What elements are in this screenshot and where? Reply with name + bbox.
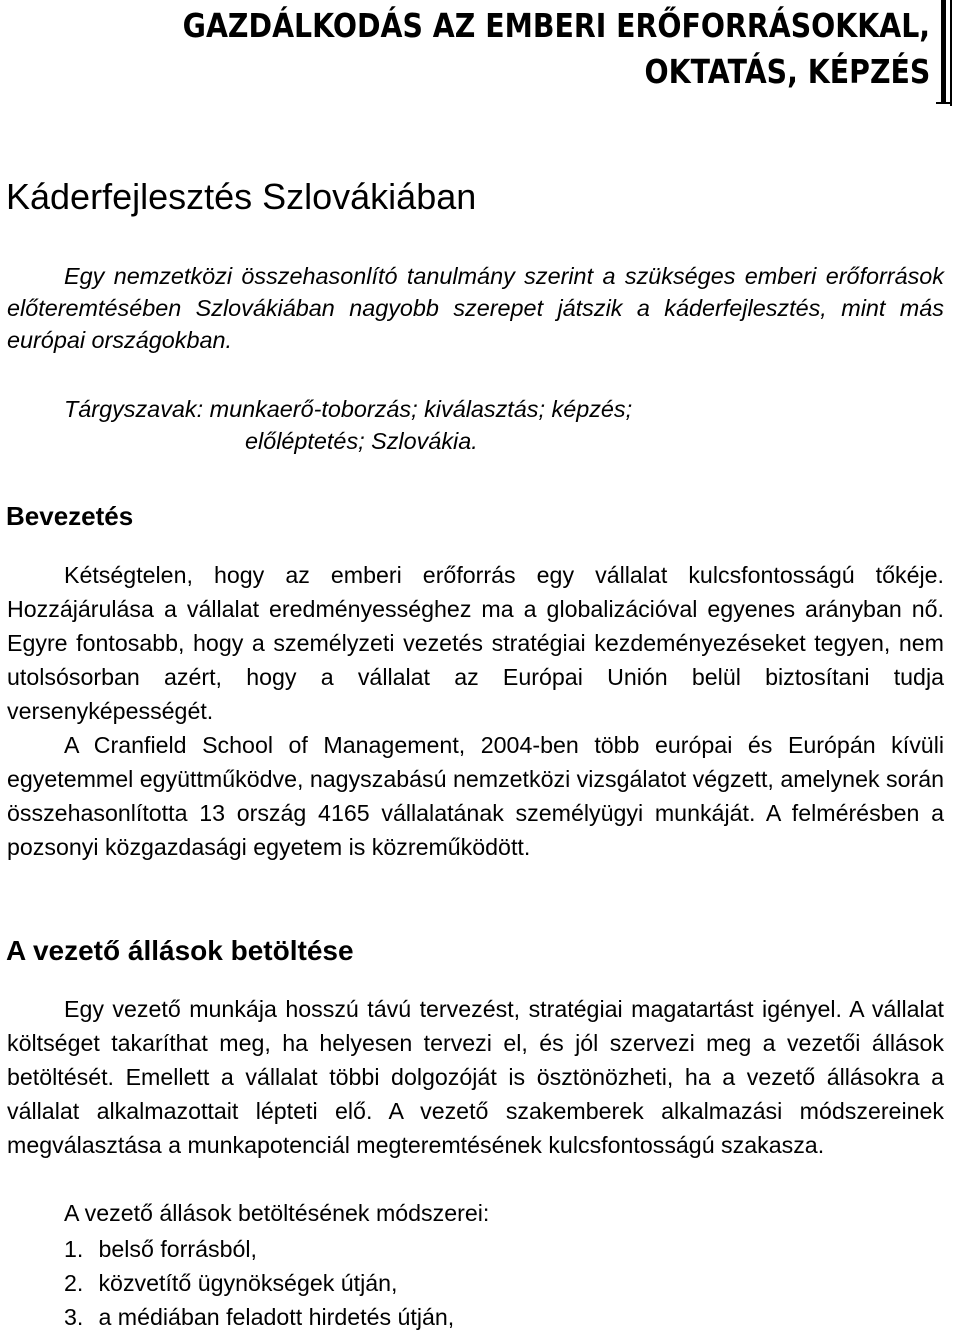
- list-item-text: közvetítő ügynökségek útján,: [98, 1270, 398, 1296]
- positions-heading: A vezető állások betöltése: [6, 935, 354, 966]
- header-rule-thin: [950, 0, 952, 106]
- article-title: Káderfejlesztés Szlovákiában: [6, 176, 477, 217]
- keywords-line1: [64, 393, 944, 425]
- intro-paragraph-2: A Cranfield School of Management, 2004-ben több európai és Európán kívüli egyetemmel együttműködve, nagyszabású nemzetközi vizsgálatot végzett, amelynek során összehasonlította 13 ország 4165 vállalatának személyügyi munkáját. A felmérésben a pozsonyi közgazdasági egyetem is közreműködött.: [7, 732, 944, 860]
- list-item: [64, 1266, 454, 1300]
- intro-heading: Bevezetés: [6, 501, 134, 531]
- list-item-text: belső forrásból,: [98, 1236, 257, 1262]
- section-title-line2: OKTATÁS, KÉPZÉS: [644, 52, 930, 91]
- list-item-number: 3.: [64, 1304, 84, 1330]
- positions-paragraph-1: Egy vezető munkája hosszú távú tervezést, stratégiai magatartást igényel. A vállalat költséget takaríthat meg, ha helyesen tervezi el, és jól szervezi meg a vezetői állások betöltését. Emellett a vállalat többi dolgozóját is ösztönözheti, ha a vezető állásokra a vállalat alkalmazottait lépteti elő. A vezető szakemberek alkalmazási módszereinek megválasztása a munkapotenciál megteremtésének kulcsfontosságú szakasza.: [7, 996, 944, 1158]
- list-item-number: 2.: [64, 1270, 84, 1296]
- keywords-label: Tárgyszavak:: [64, 396, 204, 422]
- keywords-text-2: előléptetés; Szlovákia.: [245, 428, 478, 454]
- keywords-text-1: munkaerő-toborzás; kiválasztás; képzés;: [209, 396, 633, 422]
- abstract: Egy nemzetközi összehasonlító tanulmány szerint a szükséges emberi erőforrások előteremtésében Szlovákiában nagyobb szerepet játszik a káderfejlesztés, mint más európai országokban.: [7, 263, 944, 353]
- list-item: [64, 1232, 454, 1266]
- section-title-line1: GAZDÁLKODÁS AZ EMBERI ERŐFORRÁSOKKAL,: [182, 6, 930, 45]
- keywords: [64, 393, 944, 457]
- intro-paragraph-1: Kétségtelen, hogy az emberi erőforrás egy vállalat kulcsfontosságú tőkéje. Hozzájárulása a vállalat eredményességhez ma a globalizációval egyenes arányban nő. Egyre fontosabb, hogy a személyzeti vezetés stratégiai kezdeményezéseket tegyen, nem utolsósorban azért, hogy a vállalat az Európai Unión belül biztosítani tudja versenyképességét.: [7, 562, 944, 724]
- positions-paragraph-2: A vezető állások betöltésének módszerei:: [64, 1200, 490, 1226]
- section-header: [0, 0, 960, 110]
- header-rule-bottom: [936, 102, 952, 104]
- methods-list: [64, 1232, 454, 1334]
- header-rule-thick: [941, 0, 946, 102]
- list-item-number: 1.: [64, 1236, 84, 1262]
- list-item: [64, 1300, 454, 1334]
- list-item-text: a médiában feladott hirdetés útján,: [98, 1304, 455, 1330]
